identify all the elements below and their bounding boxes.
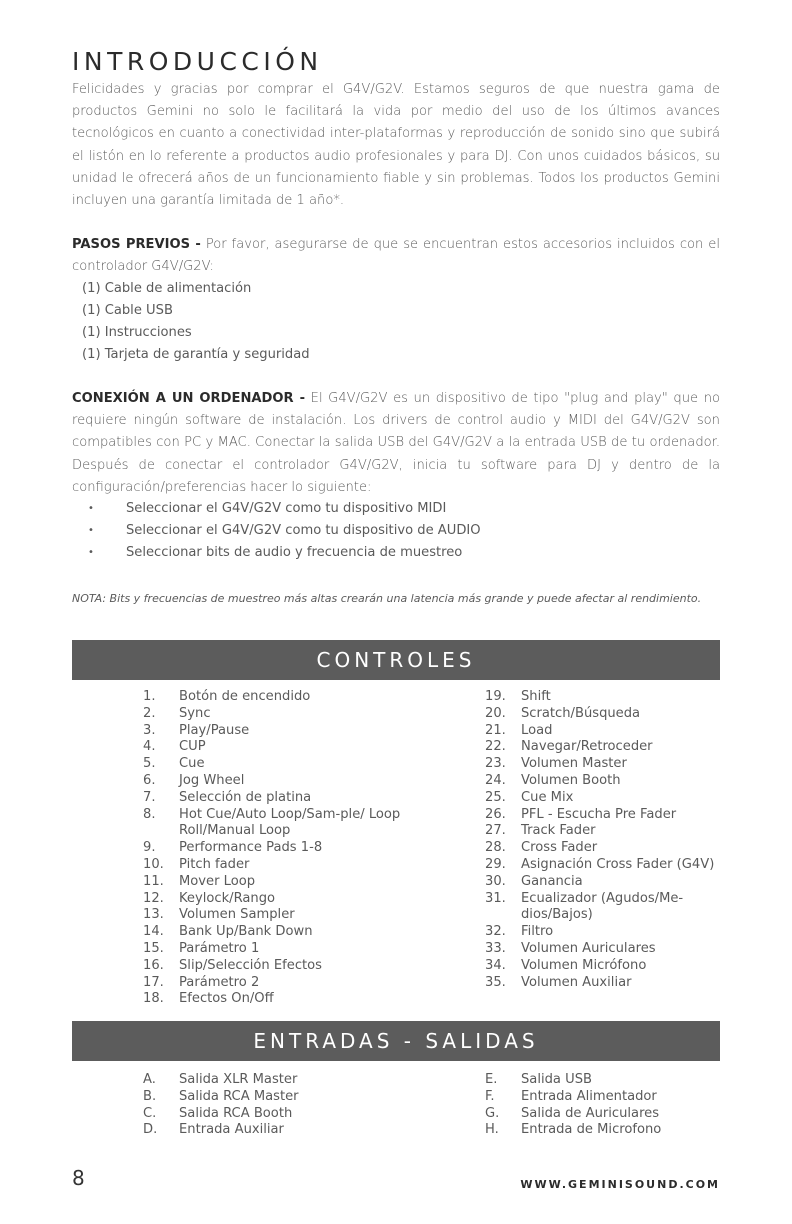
item-number: 3. <box>143 722 156 738</box>
item-label: Salida USB <box>521 1072 592 1087</box>
controles-list-right <box>485 689 715 991</box>
list-item <box>143 857 403 874</box>
item-number: 12. <box>143 890 164 906</box>
list-item <box>485 739 715 756</box>
pasos-paragraph <box>72 234 720 278</box>
list-item <box>143 958 403 975</box>
bullet-text: Seleccionar el G4V/G2V como tu dispositivo MIDI <box>126 501 447 516</box>
item-number: 10. <box>143 856 164 872</box>
accessory-item: (1) Cable de alimentación <box>82 281 252 296</box>
item-label: Ecualizador (Agudos/Me-dios/Bajos) <box>521 890 684 923</box>
item-number: 22. <box>485 739 506 755</box>
item-label: Selección de platina <box>179 789 312 805</box>
item-number: 20. <box>485 705 506 721</box>
bullet-icon: • <box>88 503 94 514</box>
item-number: A. <box>143 1072 156 1087</box>
item-label: Filtro <box>521 924 554 940</box>
item-label: Volumen Master <box>521 756 627 772</box>
item-number: 11. <box>143 873 164 889</box>
list-item <box>485 689 715 706</box>
item-label: Jog Wheel <box>179 772 245 788</box>
pasos-text: Por favor, asegurarse de que se encuentran estos accesorios incluidos con el controlador G4V/G2V: <box>72 237 720 275</box>
item-number: 30. <box>485 873 506 889</box>
item-label: Parámetro 2 <box>179 974 260 990</box>
item-label: Performance Pads 1-8 <box>179 840 323 856</box>
item-label: Botón de encendido <box>179 689 311 704</box>
list-item <box>485 924 715 941</box>
list-item <box>143 773 403 790</box>
entradas-heading-band: ENTRADAS - SALIDAS <box>72 1021 720 1061</box>
item-label: Shift <box>521 689 551 704</box>
item-number: 31. <box>485 890 506 906</box>
item-label: Keylock/Rango <box>179 890 276 906</box>
item-label: Sync <box>179 705 211 721</box>
item-label: Asignación Cross Fader (G4V) <box>521 856 715 872</box>
item-number: 2. <box>143 705 156 721</box>
item-label: Pitch fader <box>179 856 250 872</box>
item-label: Slip/Selección Efectos <box>179 957 322 973</box>
item-label: Volumen Auxiliar <box>521 974 632 990</box>
item-label: Entrada de Microfono <box>521 1122 662 1138</box>
item-label: Scratch/Búsqueda <box>521 705 641 721</box>
entradas-list-left <box>143 1072 383 1139</box>
list-item <box>485 958 715 975</box>
list-item <box>143 941 403 958</box>
list-item <box>143 723 403 740</box>
item-number: 8. <box>143 806 156 822</box>
list-item <box>143 991 403 1008</box>
list-item <box>485 975 715 992</box>
item-label: Play/Pause <box>179 722 250 738</box>
item-number: 28. <box>485 840 506 856</box>
item-number: 34. <box>485 957 506 973</box>
item-label: Entrada Auxiliar <box>179 1122 284 1138</box>
page-title: INTRODUCCIÓN <box>72 46 323 76</box>
list-item <box>485 840 715 857</box>
item-number: 25. <box>485 789 506 805</box>
list-item <box>485 706 715 723</box>
item-number: 6. <box>143 772 156 788</box>
list-item <box>143 706 403 723</box>
list-item <box>143 1122 383 1139</box>
item-number: 26. <box>485 806 506 822</box>
list-item <box>485 1089 715 1106</box>
list-item <box>143 907 403 924</box>
item-number: E. <box>485 1072 498 1087</box>
item-number: 1. <box>143 689 156 704</box>
item-label: Salida RCA Master <box>179 1088 299 1104</box>
item-label: Volumen Sampler <box>179 907 295 923</box>
item-label: Cross Fader <box>521 840 598 856</box>
item-number: 32. <box>485 924 506 940</box>
list-item <box>143 1072 383 1089</box>
pasos-heading: PASOS PREVIOS - <box>72 237 201 252</box>
item-number: 9. <box>143 840 156 856</box>
list-item <box>485 756 715 773</box>
list-item <box>485 807 715 824</box>
item-number: 29. <box>485 856 506 872</box>
item-number: 35. <box>485 974 506 990</box>
item-number: 18. <box>143 991 164 1007</box>
item-label: Ganancia <box>521 873 583 889</box>
item-number: D. <box>143 1122 158 1138</box>
list-item <box>485 823 715 840</box>
item-label: Salida RCA Booth <box>179 1105 293 1121</box>
item-number: 13. <box>143 907 164 923</box>
item-label: CUP <box>179 739 206 755</box>
item-number: C. <box>143 1105 157 1121</box>
item-label: Volumen Auriculares <box>521 940 656 956</box>
item-label: Salida de Auriculares <box>521 1105 660 1121</box>
item-label: Navegar/Retroceder <box>521 739 653 755</box>
item-number: H. <box>485 1122 499 1138</box>
item-number: 14. <box>143 924 164 940</box>
list-item <box>143 1106 383 1123</box>
note-text: NOTA: Bits y frecuencias de muestreo más altas crearán una latencia más grande y puede afectar al rendimiento. <box>72 592 702 605</box>
list-item <box>143 1089 383 1106</box>
item-label: PFL - Escucha Pre Fader <box>521 806 677 822</box>
controles-list-left <box>143 689 403 1008</box>
item-number: 5. <box>143 756 156 772</box>
list-item <box>143 840 403 857</box>
bullet-icon: • <box>88 525 94 536</box>
item-number: 7. <box>143 789 156 805</box>
website-url: WWW.GEMINISOUND.COM <box>520 1178 720 1191</box>
item-number: 23. <box>485 756 506 772</box>
conexion-heading: CONEXIÓN A UN ORDENADOR - <box>72 391 306 406</box>
item-number: B. <box>143 1088 157 1104</box>
item-number: 33. <box>485 940 506 956</box>
list-item <box>143 807 403 841</box>
item-number: 4. <box>143 739 156 755</box>
list-item <box>485 773 715 790</box>
page-number: 8 <box>72 1166 85 1190</box>
list-item <box>143 689 403 706</box>
list-item <box>143 891 403 908</box>
item-label: Salida XLR Master <box>179 1072 298 1087</box>
intro-paragraph: Felicidades y gracias por comprar el G4V/G2V. Estamos seguros de que nuestra gama de productos Gemini no solo le facilitará la vida por medio del uso de los últimos avances tecnológicos en cuanto a conectividad inter-plataformas y reproducción de sonido sino que subirá el listón en lo referente a productos audio profesionales y para DJ. Con unos cuidados básicos, su unidad le ofrecerá años de un funcionamiento fiable y sin problemas. Todos los productos Gemini incluyen una garantía limitada de 1 año*. <box>72 82 720 209</box>
bullet-text: Seleccionar el G4V/G2V como tu dispositivo de AUDIO <box>126 523 481 538</box>
item-number: 27. <box>485 823 506 839</box>
item-label: Cue <box>179 756 205 772</box>
list-item <box>485 941 715 958</box>
list-item <box>485 723 715 740</box>
list-item <box>143 739 403 756</box>
item-label: Track Fader <box>521 823 596 839</box>
list-item <box>485 1106 715 1123</box>
item-label: Hot Cue/Auto Loop/Sam-ple/ Loop Roll/Manual Loop <box>179 806 401 839</box>
list-item <box>485 891 715 925</box>
item-number: 15. <box>143 940 164 956</box>
list-item <box>485 857 715 874</box>
list-item <box>143 756 403 773</box>
conexion-paragraph <box>72 388 720 499</box>
list-item <box>143 790 403 807</box>
list-item <box>485 790 715 807</box>
list-item <box>143 874 403 891</box>
controles-heading-band: CONTROLES <box>72 640 720 680</box>
item-label: Cue Mix <box>521 789 574 805</box>
list-item <box>143 975 403 992</box>
item-number: 16. <box>143 957 164 973</box>
list-item <box>485 874 715 891</box>
item-number: 17. <box>143 974 164 990</box>
list-item <box>485 1072 715 1089</box>
item-number: 19. <box>485 689 506 704</box>
item-label: Entrada Alimentador <box>521 1088 657 1104</box>
item-number: 21. <box>485 722 506 738</box>
item-label: Efectos On/Off <box>179 991 274 1007</box>
item-number: 24. <box>485 772 506 788</box>
accessory-item: (1) Tarjeta de garantía y seguridad <box>82 347 310 362</box>
bullet-icon: • <box>88 547 94 558</box>
conexion-text: El G4V/G2V es un dispositivo de tipo "plug and play" que no requiere ningún software de instalación. Los drivers de control audio y MIDI del G4V/G2V son compatibles con PC y MAC. Conectar la salida USB del G4V/G2V a la entrada USB de tu ordenador. Después de conectar el controlador G4V/G2V, inicia tu software para DJ y dentro de la configuración/preferencias hacer lo siguiente: <box>72 391 720 495</box>
list-item <box>143 924 403 941</box>
list-item <box>485 1122 715 1139</box>
item-number: G. <box>485 1105 500 1121</box>
accessory-item: (1) Instrucciones <box>82 325 192 340</box>
entradas-list-right <box>485 1072 715 1139</box>
item-number: F. <box>485 1088 495 1104</box>
item-label: Volumen Micrófono <box>521 957 647 973</box>
item-label: Parámetro 1 <box>179 940 260 956</box>
item-label: Load <box>521 722 553 738</box>
item-label: Volumen Booth <box>521 772 621 788</box>
accessory-item: (1) Cable USB <box>82 303 173 318</box>
bullet-text: Seleccionar bits de audio y frecuencia de muestreo <box>126 545 463 560</box>
item-label: Mover Loop <box>179 873 256 889</box>
item-label: Bank Up/Bank Down <box>179 924 313 940</box>
